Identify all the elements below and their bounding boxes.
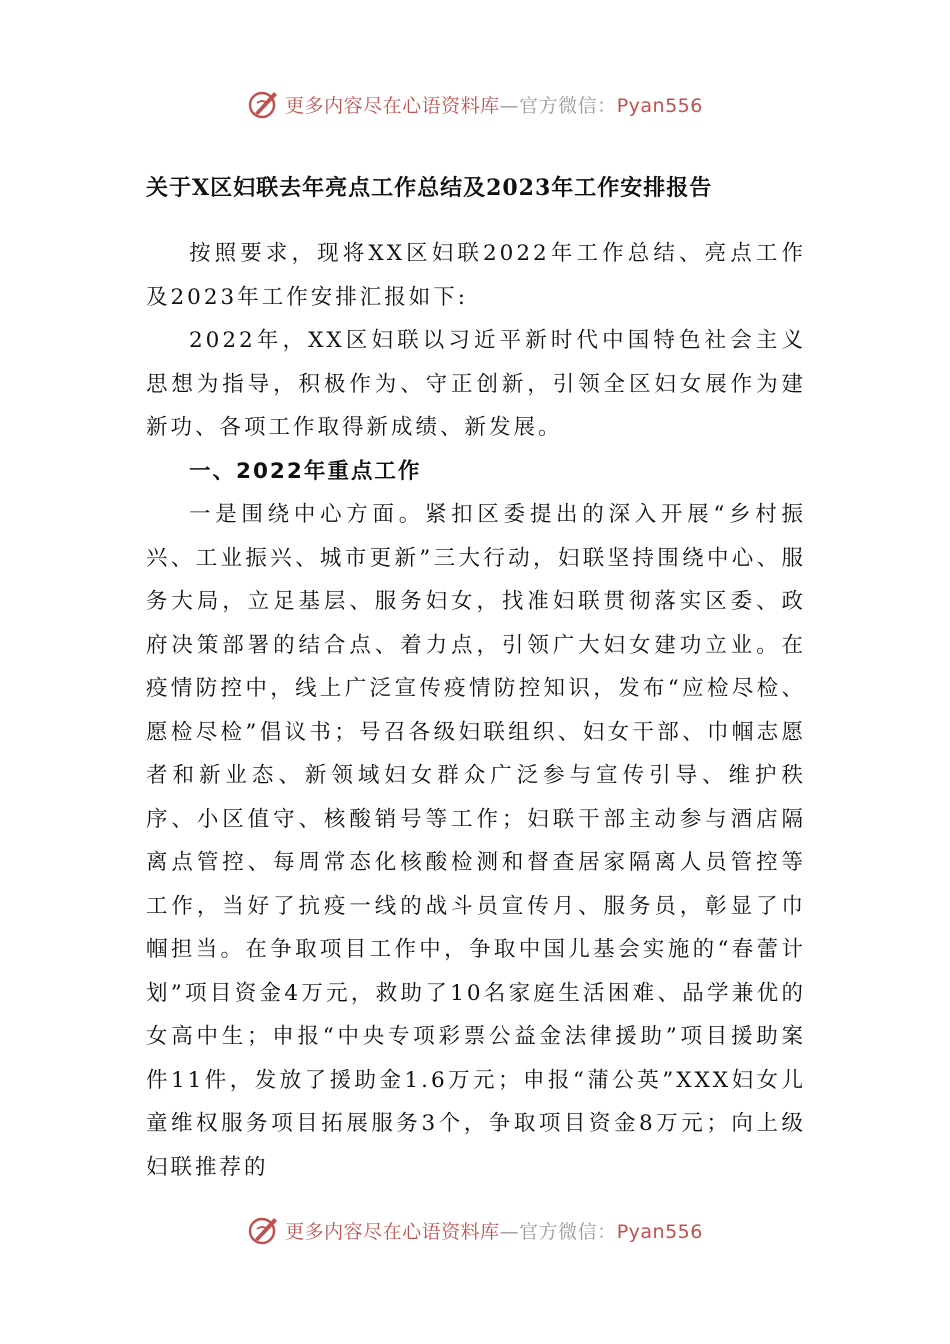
document-body <box>146 166 806 1189</box>
watermark-handle: Pyan556 <box>616 1220 703 1243</box>
watermark-handle: Pyan556 <box>616 94 703 117</box>
document-title: 关于X区妇联去年亮点工作总结及2023年工作安排报告 <box>146 175 713 201</box>
watermark-text <box>285 91 703 118</box>
watermark-label: 官方微信： <box>519 94 617 117</box>
watermark-site-text: 更多内容尽在心语资料库 <box>285 1220 500 1243</box>
watermark-site-text: 更多内容尽在心语资料库 <box>285 94 500 117</box>
watermark-dash: — <box>499 1220 520 1243</box>
watermark-banner-bottom <box>0 1210 950 1250</box>
intro-paragraph: 按照要求，现将XX区妇联2022年工作总结、亮点工作及2023年工作安排汇报如下: <box>146 241 806 310</box>
section-heading: 一、2022年重点工作 <box>189 458 422 484</box>
quill-logo-icon <box>247 87 281 121</box>
overview-paragraph: 2022年，XX区妇联以习近平新时代中国特色社会主义思想为指导，积极作为、守正创新，引领全区妇女展作为建新功、各项工作取得新成绩、新发展。 <box>146 328 806 440</box>
watermark-banner-top <box>0 84 950 124</box>
quill-logo-icon <box>247 1213 281 1247</box>
watermark-dash: — <box>499 94 520 117</box>
watermark-text <box>285 1217 703 1244</box>
watermark-label: 官方微信： <box>519 1220 617 1243</box>
body-paragraph: 一是围绕中心方面。紧扣区委提出的深入开展“乡村振兴、工业振兴、城市更新”三大行动，妇联坚持围绕中心、服务大局，立足基层、服务妇女，找准妇联贯彻落实区委、政府决策部署的结合点、着力点，引领广大妇女建功立业。在疫情防控中，线上广泛宣传疫情防控知识，发布“应检尽检、愿检尽检”倡议书；号召各级妇联组织、妇女干部、巾帼志愿者和新业态、新领域妇女群众广泛参与宣传引导、维护秩序、小区值守、核酸销号等工作；妇联干部主动参与酒店隔离点管控、每周常态化核酸检测和督查居家隔离人员管控等工作，当好了抗疫一线的战斗员宣传月、服务员，彰显了巾帼担当。在争取项目工作中，争取中国儿基会实施的“春蕾计划”项目资金4万元，救助了10名家庭生活困难、品学兼优的女高中生；申报“中央专项彩票公益金法律援助”项目援助案件11件，发放了援助金1.6万元；申报“蒲公英”XXX妇女儿童维权服务项目拓展服务3个，争取项目资金8万元；向上级妇联推荐的 <box>146 502 806 1180</box>
